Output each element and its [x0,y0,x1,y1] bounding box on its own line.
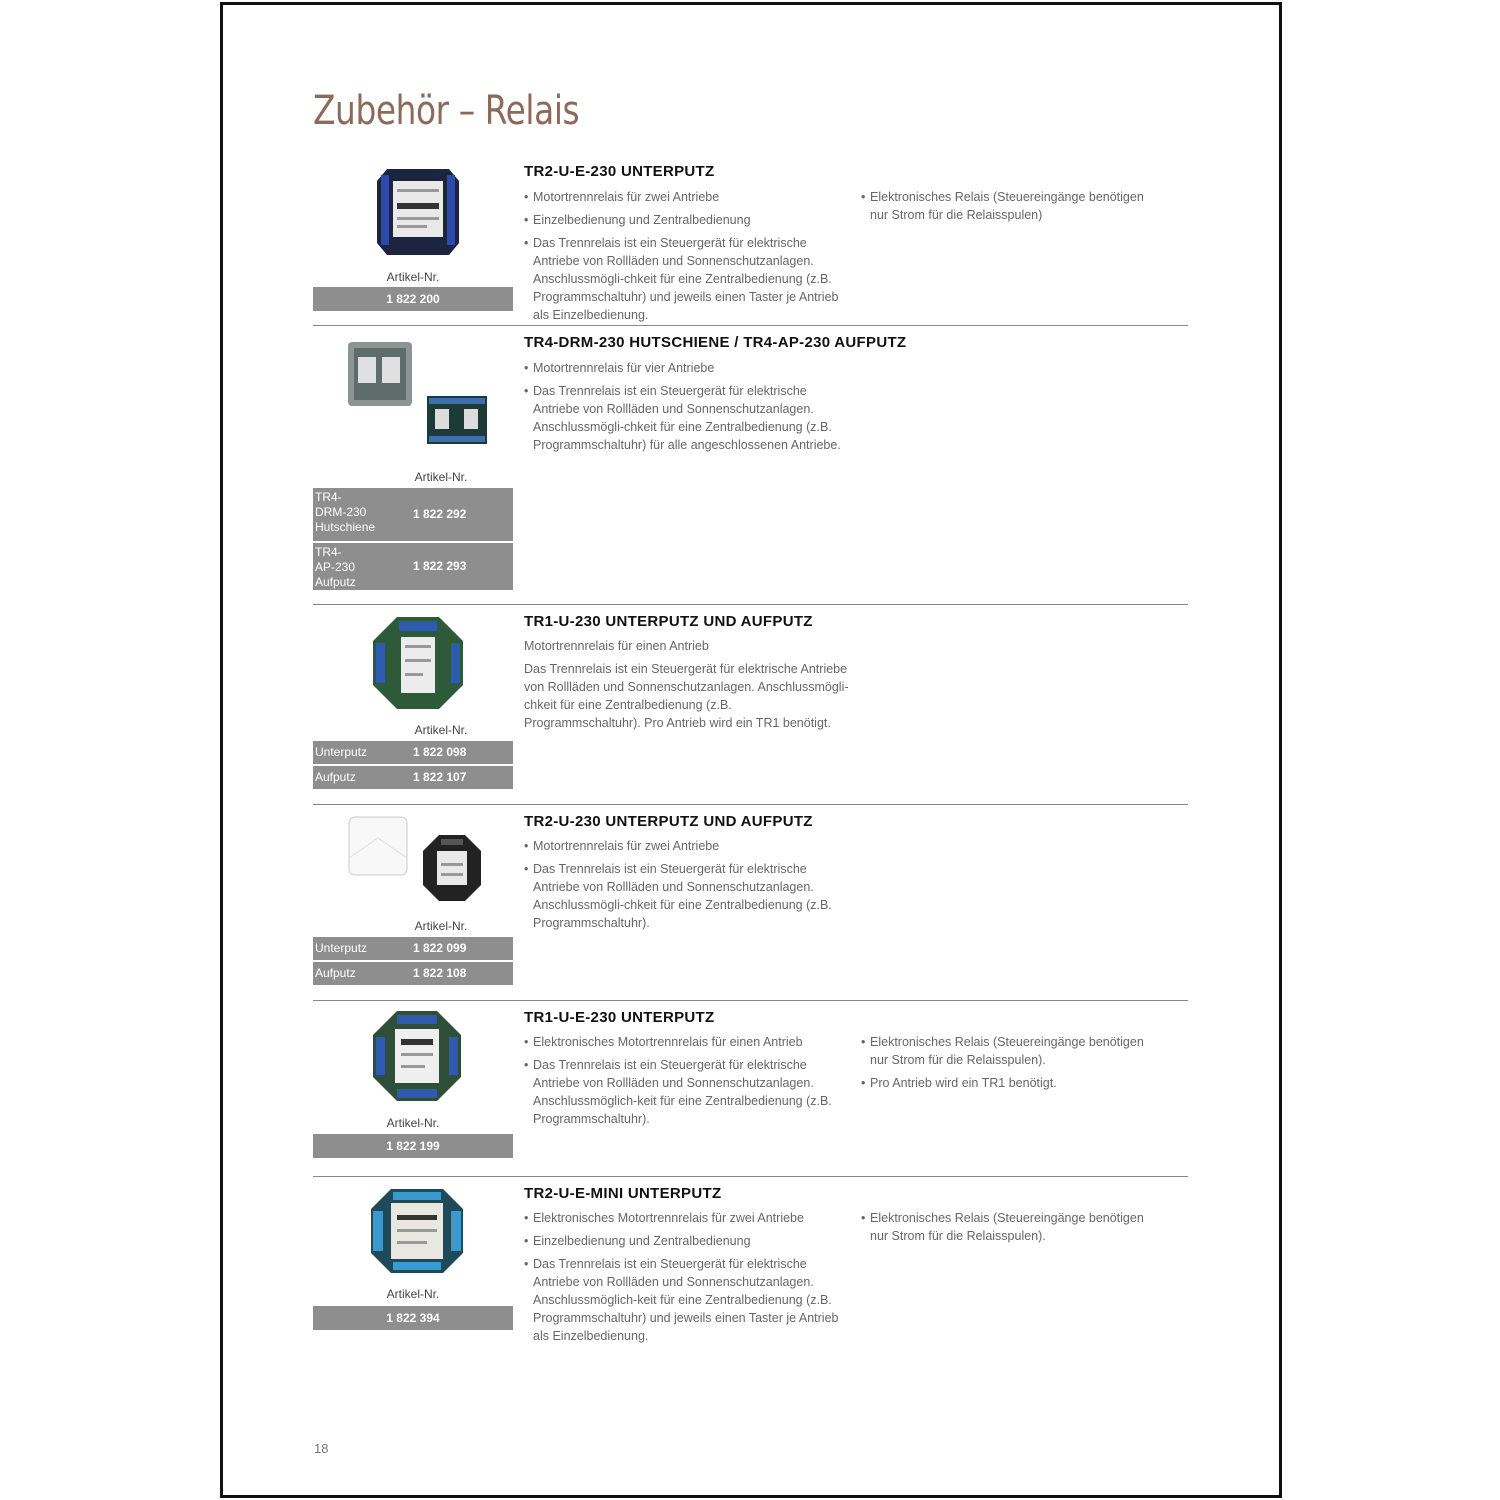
product-title: TR2-U-E-MINI UNTERPUTZ [524,1185,722,1202]
product-image-column [313,605,513,804]
feature-text: Das Trennrelais ist ein Steuergerät für elektrische Antriebe von Rollläden und Sonnenschutzanlagen. Anschlussmögli-chkeit für eine Zentralbedienung (z.B. Programmschaltuhr). Pro Antrieb wird ein TR1 benötigt. [524,662,849,730]
article-number-row [313,488,513,541]
page-title: Zubehör – Relais [313,88,580,134]
feature-column-1 [524,1209,849,1350]
relay-image [371,615,465,711]
variant-label: Aufputz [315,966,356,980]
artikel-label: Artikel-Nr. [386,270,440,284]
feature-item: • Elektronisches Relais (Steuereingänge benötigen nur Strom für die Relaisspulen) [861,188,1161,224]
feature-item: • Einzelbedienung und Zentralbedienung [524,1232,849,1250]
article-number-row [313,962,513,985]
article-number: 1 822 200 [313,287,513,311]
article-number-row [313,543,513,590]
article-number: 1 822 098 [413,745,467,759]
feature-item: • Das Trennrelais ist ein Steuergerät für elektrische Antriebe von Rollläden und Sonnenschutzanlagen. Anschlussmögli-chkeit für eine Zentralbedienung (z.B. Programmschaltuhr) für alle angeschlossenen Antriebe. [524,382,849,454]
variant-label: Unterputz [315,745,368,759]
page-number: 18 [314,1441,329,1456]
feature-item: • Das Trennrelais ist ein Steuergerät für elektrische Antriebe von Rollläden und Sonnenschutzanlagen. Anschlussmöglich-keit für eine Zentralbedienung (z.B. Programmschaltuhr) und jeweils einen Taster je Antrieb als Einzelbedienung. [524,1255,849,1345]
feature-column-1 [524,1033,849,1133]
variant-label: Unterputz [315,941,368,955]
product-image-column [313,1001,513,1176]
feature-item: • Motortrennrelais für vier Antriebe [524,359,849,377]
feature-column-2 [861,1209,1161,1250]
article-number-row [313,741,513,764]
product-image-column [313,326,513,604]
article-number: 1 822 107 [413,770,467,784]
product-title: TR2-U-230 UNTERPUTZ UND AUFPUTZ [524,813,813,830]
feature-column-1 [524,637,849,737]
product-title: TR1-U-230 UNTERPUTZ UND AUFPUTZ [524,613,813,630]
product-tr1-u-230 [313,605,1188,805]
feature-column-1 [524,837,849,937]
relay-image [369,1187,465,1275]
article-number: 1 822 199 [313,1134,513,1158]
feature-item: • Das Trennrelais ist ein Steuergerät für elektrische Antriebe von Rollläden und Sonnenschutzanlagen. Anschlussmögli-chkeit für eine Zentralbedienung (z.B. Programmschaltuhr). [524,860,849,932]
feature-column-2 [861,1033,1161,1097]
feature-column-1 [524,359,849,459]
article-number: 1 822 099 [413,941,467,955]
feature-item: • Elektronisches Relais (Steuereingänge benötigen nur Strom für die Relaisspulen). [861,1033,1161,1069]
relay-image [371,1009,463,1103]
relay-image [421,833,483,903]
feature-item: • Elektronisches Relais (Steuereingänge benötigen nur Strom für die Relaisspulen). [861,1209,1161,1245]
product-title: TR2-U-E-230 UNTERPUTZ [524,163,715,180]
feature-item: • Motortrennrelais für zwei Antriebe [524,188,849,206]
product-tr2-u-e-mini [313,1177,1188,1343]
product-tr1-u-e-230 [313,1001,1188,1177]
feature-item: • Elektronisches Motortrennrelais für einen Antrieb [524,1033,849,1051]
product-image-column [313,1177,513,1337]
product-image-column [313,160,513,325]
variant-label: TR4- AP-230 Aufputz [315,545,356,589]
product-tr4 [313,326,1188,605]
article-number-row [313,937,513,960]
product-image-column [313,805,513,1000]
article-number: 1 822 293 [413,559,467,573]
feature-item: • Das Trennrelais ist ein Steuergerät für elektrische Antriebe von Rollläden und Sonnenschutzanlagen. Anschlussmöglich-keit für eine Zentralbedienung (z.B. Programmschaltuhr). [524,1056,849,1128]
artikel-label: Artikel-Nr. [414,470,468,484]
article-number: 1 822 394 [313,1306,513,1330]
article-number-row [313,766,513,789]
artikel-label: Artikel-Nr. [386,1287,440,1301]
feature-item: • Motortrennrelais für zwei Antriebe [524,837,849,855]
product-title: TR1-U-E-230 UNTERPUTZ [524,1009,715,1026]
feature-item: • Elektronisches Motortrennrelais für zwei Antriebe [524,1209,849,1227]
artikel-label: Artikel-Nr. [386,1116,440,1130]
relay-din-image [427,396,487,444]
artikel-label: Artikel-Nr. [414,919,468,933]
relay-box-image [347,341,413,407]
artikel-label: Artikel-Nr. [414,723,468,737]
product-tr2-u-230 [313,805,1188,1001]
variant-label: TR4- DRM-230 Hutschiene [315,490,376,534]
feature-text: Motortrennrelais für einen Antrieb [524,639,709,653]
feature-column-2 [861,188,1161,229]
variant-label: Aufputz [315,770,356,784]
feature-column-1 [524,188,849,329]
article-number: 1 822 292 [413,507,467,521]
product-title: TR4-DRM-230 HUTSCHIENE / TR4-AP-230 AUFPUTZ [524,334,907,351]
feature-item: • Das Trennrelais ist ein Steuergerät für elektrische Antriebe von Rollläden und Sonnenschutzanlagen. Anschlussmögli-chkeit für eine Zentralbedienung (z.B. Programmschaltuhr) und jeweils einen Taster je Antrieb als Einzelbedienung. [524,234,849,324]
feature-item: • Pro Antrieb wird ein TR1 benötigt. [861,1074,1161,1092]
product-tr2-u-e-230 [313,160,1188,326]
relay-image [375,167,461,257]
feature-item: • Einzelbedienung und Zentralbedienung [524,211,849,229]
relay-cover-image [348,816,408,876]
article-number: 1 822 108 [413,966,467,980]
